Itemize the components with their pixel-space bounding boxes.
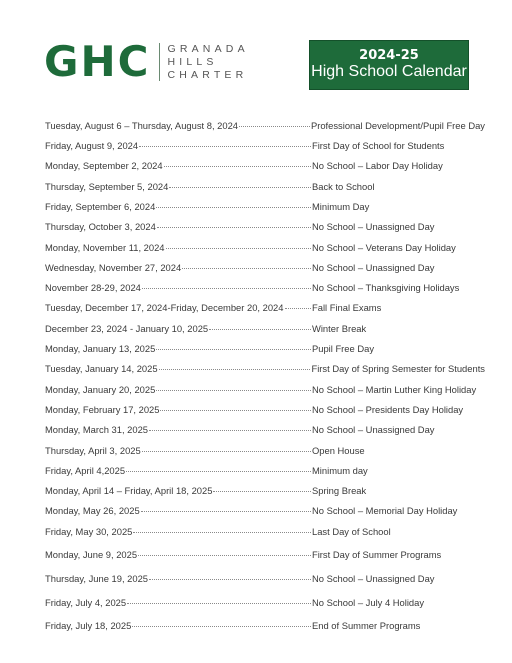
dot-leader <box>142 287 311 289</box>
event-row <box>45 485 485 501</box>
event-row <box>45 221 485 237</box>
dot-leader <box>160 409 311 411</box>
event-description: End of Summer Programs <box>312 620 421 631</box>
event-row <box>45 597 485 613</box>
event-row <box>45 573 485 589</box>
event-date-cell <box>45 404 312 415</box>
dot-leader <box>139 145 311 147</box>
event-date: Monday, September 2, 2024 <box>45 160 163 171</box>
event-description: Open House <box>312 445 365 456</box>
event-date-cell <box>45 549 312 560</box>
event-date-cell <box>45 465 312 476</box>
event-description: No School – Thanksgiving Holidays <box>312 282 460 293</box>
dot-leader <box>156 389 311 391</box>
event-date: Monday, June 9, 2025 <box>45 549 138 560</box>
event-row <box>45 323 485 339</box>
event-date-cell <box>45 181 312 192</box>
event-date-cell <box>45 573 312 584</box>
event-row <box>45 343 485 359</box>
event-date: Monday, November 11, 2024 <box>45 242 165 253</box>
logo-word: CHARTER <box>167 68 248 81</box>
event-date: Friday, May 30, 2025 <box>45 526 133 537</box>
event-description: No School – Unassigned Day <box>312 221 435 232</box>
event-date-cell <box>45 445 312 456</box>
calendar-title-box <box>309 40 469 90</box>
event-description: Professional Development/Pupil Free Day <box>310 120 485 131</box>
dot-leader <box>132 625 311 627</box>
dot-leader <box>149 429 311 431</box>
event-date: Monday, January 13, 2025 <box>45 343 156 354</box>
event-date-cell <box>45 221 312 232</box>
event-date: Wednesday, November 27, 2024 <box>45 262 182 273</box>
event-row <box>45 384 485 400</box>
dot-leader <box>141 510 311 512</box>
event-row <box>45 201 485 217</box>
event-row <box>45 302 485 318</box>
dot-leader <box>169 186 311 188</box>
event-description: No School – July 4 Holiday <box>312 597 425 608</box>
event-row <box>45 242 485 258</box>
event-description: No School – Martin Luther King Holiday <box>312 384 477 395</box>
event-date-cell <box>45 120 311 131</box>
calendar-year: 2024-25 <box>359 47 419 63</box>
event-date-cell <box>45 424 312 435</box>
event-date-cell <box>45 262 312 273</box>
event-date: December 23, 2024 - January 10, 2025 <box>45 323 209 334</box>
event-row <box>45 505 485 521</box>
logo-divider <box>159 43 160 81</box>
dot-leader <box>138 554 311 556</box>
event-date-cell <box>45 526 312 537</box>
event-description: Pupil Free Day <box>312 343 375 354</box>
event-date: Thursday, June 19, 2025 <box>45 573 149 584</box>
event-date-cell <box>45 384 312 395</box>
event-date-cell <box>45 597 312 608</box>
event-description: Fall Final Exams <box>312 302 382 313</box>
dot-leader <box>166 247 311 249</box>
event-row <box>45 140 485 156</box>
event-row <box>45 424 485 440</box>
event-date: Friday, August 9, 2024 <box>45 140 139 151</box>
event-date-cell <box>45 242 312 253</box>
dot-leader <box>285 307 312 309</box>
event-date: Friday, July 4, 2025 <box>45 597 127 608</box>
dot-leader <box>156 348 311 350</box>
event-date: November 28-29, 2024 <box>45 282 141 293</box>
event-row <box>45 160 485 176</box>
event-description: No School – Unassigned Day <box>312 573 435 584</box>
event-date: Thursday, April 3, 2025 <box>45 445 141 456</box>
logo-word: HILLS <box>167 55 218 68</box>
event-date: Thursday, September 5, 2024 <box>45 181 169 192</box>
event-date-cell <box>45 485 312 496</box>
event-row <box>45 549 485 565</box>
dot-leader <box>213 490 311 492</box>
event-description: No School – Unassigned Day <box>312 424 435 435</box>
event-row <box>45 282 485 298</box>
event-description: First Day of Spring Semester for Students <box>311 363 485 374</box>
event-date: Monday, May 26, 2025 <box>45 505 140 516</box>
event-row <box>45 526 485 542</box>
event-date: Monday, March 31, 2025 <box>45 424 149 435</box>
event-date: Monday, February 17, 2025 <box>45 404 160 415</box>
event-date-cell <box>45 505 312 516</box>
event-description: Spring Break <box>312 485 367 496</box>
event-date: Monday, April 14 – Friday, April 18, 2025 <box>45 485 213 496</box>
event-date-cell <box>45 282 312 293</box>
event-date: Thursday, October 3, 2024 <box>45 221 156 232</box>
event-date-cell <box>45 302 312 313</box>
event-date: Monday, January 20, 2025 <box>45 384 156 395</box>
event-date-cell <box>45 343 312 354</box>
event-description: First Day of School for Students <box>312 140 445 151</box>
event-date-cell <box>45 620 312 631</box>
event-description: Back to School <box>312 181 375 192</box>
event-row <box>45 120 485 136</box>
dot-leader <box>156 206 311 208</box>
event-date: Tuesday, August 6 – Thursday, August 8, 2024 <box>45 120 239 131</box>
dot-leader <box>127 602 311 604</box>
event-description: First Day of Summer Programs <box>312 549 442 560</box>
dot-leader <box>164 165 311 167</box>
dot-leader <box>126 470 311 472</box>
logo-word: GRANADA <box>167 42 249 55</box>
event-description: Minimum Day <box>312 201 370 212</box>
logo-mark: GHC <box>44 37 151 86</box>
event-date-cell <box>45 201 312 212</box>
event-date-cell <box>45 160 312 171</box>
school-logo <box>44 37 249 86</box>
logo-wordmark <box>167 43 248 82</box>
event-row <box>45 465 485 481</box>
dot-leader <box>159 368 311 370</box>
dot-leader <box>133 531 311 533</box>
dot-leader <box>209 328 311 330</box>
dot-leader <box>239 125 310 127</box>
dot-leader <box>182 267 311 269</box>
event-row <box>45 181 485 197</box>
calendar-title: High School Calendar <box>311 63 467 81</box>
event-description: No School – Labor Day Holiday <box>312 160 443 171</box>
event-date-cell <box>45 323 312 334</box>
event-description: No School – Unassigned Day <box>312 262 435 273</box>
event-row <box>45 445 485 461</box>
event-row <box>45 404 485 420</box>
event-date: Friday, July 18, 2025 <box>45 620 132 631</box>
event-date: Friday, April 4,2025 <box>45 465 126 476</box>
event-description: Minimum day <box>312 465 368 476</box>
dot-leader <box>142 450 311 452</box>
event-row <box>45 363 485 379</box>
event-row <box>45 262 485 278</box>
event-description: No School – Veterans Day Holiday <box>312 242 456 253</box>
event-description: Winter Break <box>312 323 367 334</box>
dot-leader <box>157 226 311 228</box>
event-description: Last Day of School <box>312 526 391 537</box>
event-date: Friday, September 6, 2024 <box>45 201 156 212</box>
event-date: Tuesday, December 17, 2024-Friday, December 20, 2024 <box>45 302 284 313</box>
event-date-cell <box>45 140 312 151</box>
event-row <box>45 620 485 636</box>
event-description: No School – Memorial Day Holiday <box>312 505 458 516</box>
event-description: No School – Presidents Day Holiday <box>312 404 464 415</box>
event-date: Tuesday, January 14, 2025 <box>45 363 158 374</box>
dot-leader <box>149 578 311 580</box>
event-date-cell <box>45 363 311 374</box>
